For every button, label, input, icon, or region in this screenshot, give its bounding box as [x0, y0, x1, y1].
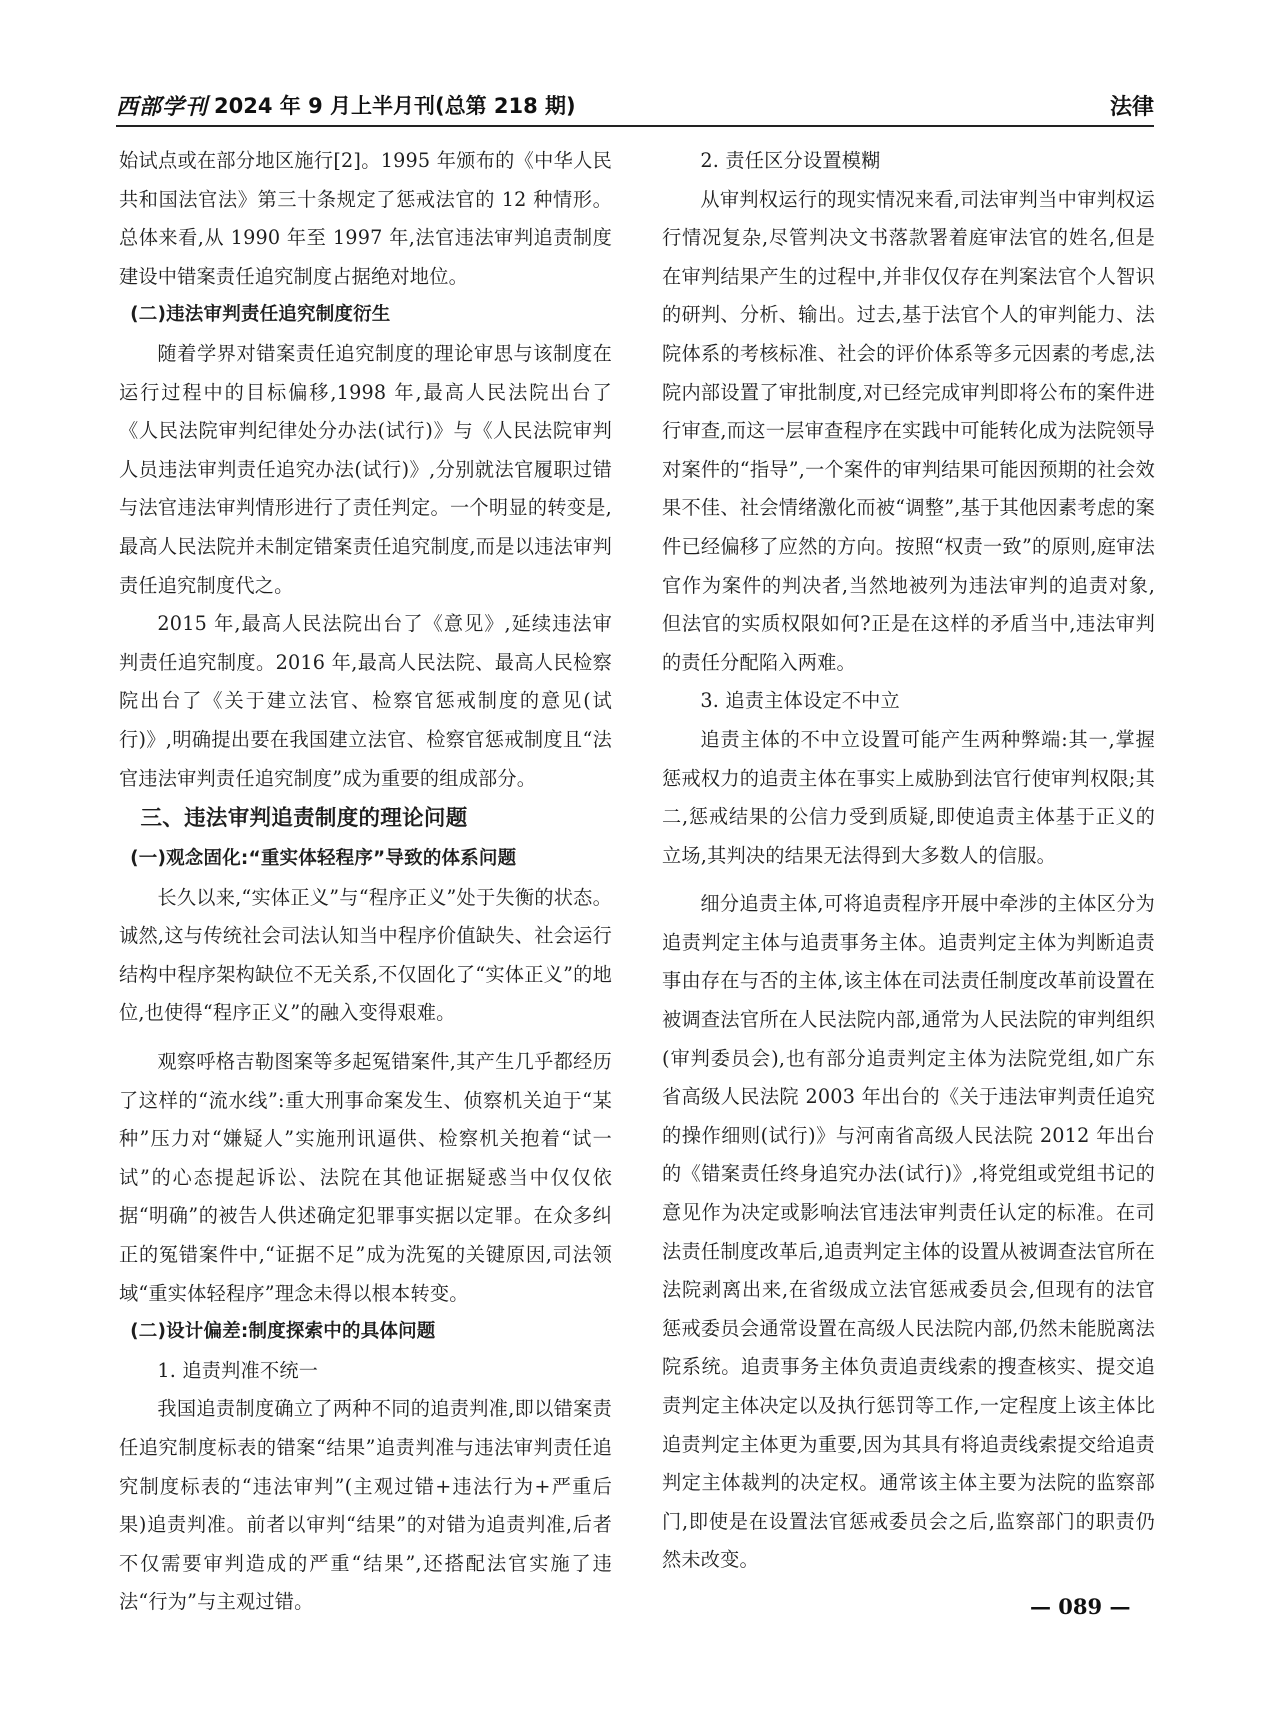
- paragraph: 细分追责主体,可将追责程序开展中牵涉的主体区分为追责判定主体与追责事务主体。追责判定主体为判断追责事由存在与否的主体,该主体在司法责任制度改革前设置在被调查法官所在人民法院内部,通常为人民法院的审判组织(审判委员会),也有部分追责判定主体为法院党组,如广东省高级人民法院 2003 年出台的《关于违法审判责任追究的操作细则(试行)》与河南省高级人民法院 2012 年出台的《错案责任终身追究办法(试行)》,将党组或党组书记的意见作为决定或影响法官违法审判责任认定的标准。在司法责任制度改革后,追责判定主体的设置从被调查法官所在法院剥离出来,在省级成立法官惩戒委员会,但现有的法官惩戒委员会通常设置在高级人民法院内部,仍然未能脱离法院系统。追责事务主体负责追责线索的搜查核实、提交追责判定主体决定以及执行惩罚等工作,一定程度上该主体比追责判定主体更为重要,因为其具有将追责线索提交给追责判定主体裁判的决定权。通常该主体主要为法院的监察部门,即使是在设置法官惩戒委员会之后,监察部门的职责仍然未改变。: [662, 892, 1155, 1572]
- running-header: [116, 84, 1154, 124]
- paragraph: 从审判权运行的现实情况来看,司法审判当中审判权运行情况复杂,尽管判决文书落款署着庭审法官的姓名,但是在审判结果产生的过程中,并非仅仅存在判案法官个人智识的研判、分析、输出。过去,基于法官个人的审判能力、法院体系的考核标准、社会的评价体系等多元因素的考虑,法院内部设置了审批制度,对已经完成审判即将公布的案件进行审查,而这一层审查程序在实践中可能转化成为法院领导对案件的“指导”,一个案件的审判结果可能因预期的社会效果不佳、社会情绪激化而被“调整”,基于其他因素考虑的案件已经偏移了应然的方向。按照“权责一致”的原则,庭审法官作为案件的判决者,当然地被列为违法审判的追责对象,但法官的实质权限如何?正是在这样的矛盾当中,违法审判的责任分配陷入两难。: [662, 187, 1155, 674]
- paragraph: 长久以来,“实体正义”与“程序正义”处于失衡的状态。诚然,这与传统社会司法认知当中程序价值缺失、社会运行结构中程序架构缺位不无关系,不仅固化了“实体正义”的地位,也使得“程序正义”的融入变得艰难。: [119, 885, 612, 1025]
- paragraph: 我国追责制度确立了两种不同的追责判准,即以错案责任追究制度标表的错案“结果”追责判准与违法审判责任追究制度标表的“违法审判”(主观过错+违法行为+严重后果)追责判准。前者以审判“结果”的对错为追责判准,后者不仅需要审判造成的严重“结果”,还搭配法官实施了违法“行为”与主观过错。: [119, 1397, 612, 1614]
- subheading: 3. 追责主体设定不中立: [700, 689, 900, 713]
- journal-logo: 西部学刊: [116, 94, 209, 120]
- right-column: [662, 142, 1155, 1580]
- paragraph: 始试点或在部分地区施行[2]。1995 年颁布的《中华人民共和国法官法》第三十条规定了惩戒法官的 12 种情形。总体来看,从 1990 年至 1997 年,法官违法审判追责制度建设中错案责任追究制度占据绝对地位。: [119, 149, 612, 288]
- paragraph: 随着学界对错案责任追究制度的理论审思与该制度在运行过程中的目标偏移,1998 年,最高人民法院出台了《人民法院审判纪律处分办法(试行)》与《人民法院审判人员违法审判责任追究办法(试行)》,分别就法官履职过错与法官违法审判情形进行了责任判定。一个明显的转变是,最高人民法院并未制定错案责任追究制度,而是以违法审判责任追究制度代之。: [119, 341, 612, 597]
- header-rule: [116, 125, 1154, 127]
- section-heading: (二)设计偏差:制度探索中的具体问题: [130, 1321, 436, 1343]
- subheading: 2. 责任区分设置模糊: [700, 149, 881, 172]
- left-column: [119, 142, 612, 1622]
- paragraph-gap: [119, 1033, 612, 1043]
- chapter-heading: 三、违法审判追责制度的理论问题: [140, 806, 468, 832]
- subheading: 1. 追责判准不统一: [157, 1358, 319, 1382]
- paragraph: 观察呼格吉勒图案等多起冤错案件,其产生几乎都经历了这样的“流水线”:重大刑事命案发生、侦察机关迫于“某种”压力对“嫌疑人”实施刑讯逼供、检察机关抱着“试一试”的心态提起诉讼、法院在其他证据疑惑当中仅仅依据“明确”的被告人供述确定犯罪事实据以定罪。在众多纠正的冤错案件中,“证据不足”成为洗冤的关键原因,司法领域“重实体轻程序”理念未得以根本转变。: [119, 1050, 612, 1305]
- issue-info: 2024 年 9 月上半月刊(总第 218 期): [214, 94, 576, 118]
- paragraph: 追责主体的不中立设置可能产生两种弊端:其一,掌握惩戒权力的追责主体在事实上威胁到法官行使审判权限;其二,惩戒结果的公信力受到质疑,即使追责主体基于正义的立场,其判决的结果无法得到大多数人的信服。: [662, 727, 1155, 867]
- section-heading: (一)观念固化:“重实体轻程序”导致的体系问题: [130, 848, 517, 870]
- page-number: — 089 —: [1030, 1594, 1131, 1619]
- paragraph: 2015 年,最高人民法院出台了《意见》,延续违法审判责任追究制度。2016 年,最高人民法院、最高人民检察院出台了《关于建立法官、检察官惩戒制度的意见(试行)》,明确提出要在我国建立法官、检察官惩戒制度且“法官违法审判责任追究制度”成为重要的组成部分。: [119, 612, 612, 790]
- paragraph-gap: [662, 875, 1155, 885]
- section-name: 法律: [1109, 95, 1154, 120]
- section-heading: (二)违法审判责任追究制度衍生: [130, 304, 391, 326]
